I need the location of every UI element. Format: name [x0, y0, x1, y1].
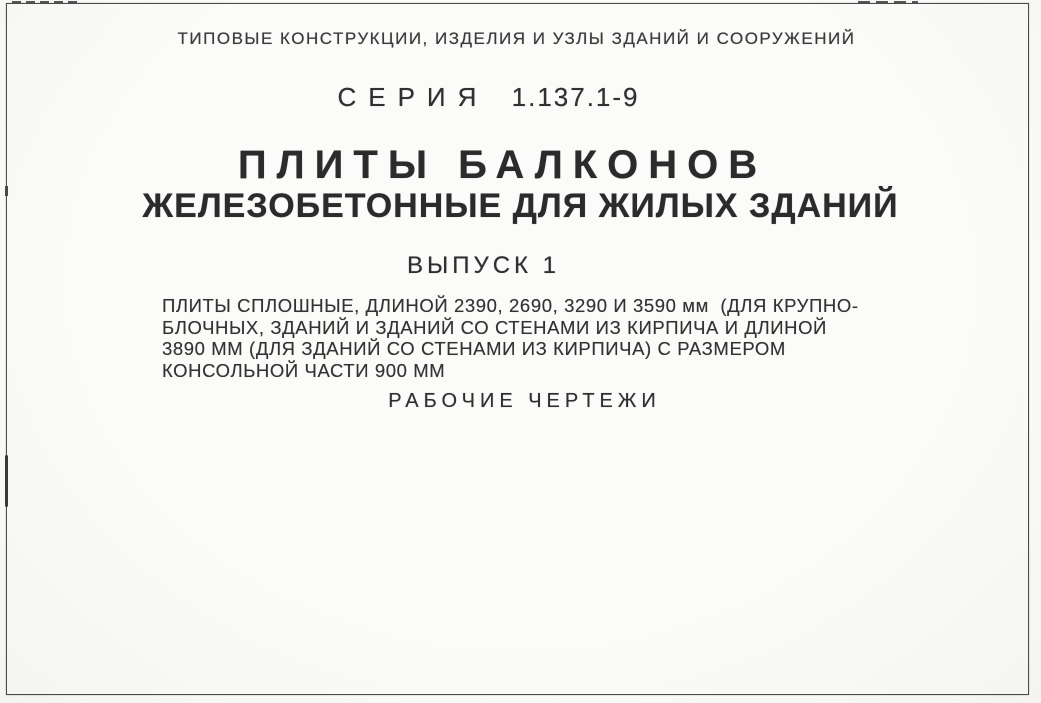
series-label: СЕРИЯ — [337, 82, 489, 112]
title-line-2: ЖЕЛЕЗОБЕТОННЫЕ ДЛЯ ЖИЛЫХ ЗДАНИЙ — [142, 187, 899, 225]
title-line-1: ПЛИТЫ БАЛКОНОВ — [237, 143, 768, 187]
document-type-label: РАБОЧИЕ ЧЕРТЕЖИ — [388, 390, 661, 412]
scan-artifact-left-ink — [5, 455, 8, 507]
series-number: 1.137.1-9 — [511, 82, 640, 112]
series-line — [0, 84, 1009, 110]
description-paragraph — [162, 295, 902, 382]
description-line-4: КОНСОЛЬНОЙ ЧАСТИ 900 ММ — [162, 360, 446, 382]
issue-label: ВЫПУСК 1 — [406, 252, 561, 279]
document-category-header: ТИПОВЫЕ КОНСТРУКЦИИ, ИЗДЕЛИЯ И УЗЛЫ ЗДАНИЙ И СООРУЖЕНИЙ — [177, 29, 856, 48]
scan-artifact-top-dashes-right — [858, 1, 918, 3]
description-line-2: БЛОЧНЫХ, ЗДАНИЙ И ЗДАНИЙ СО СТЕНАМИ ИЗ КИРПИЧА И ДЛИНОЙ — [162, 316, 827, 338]
description-line-1: ПЛИТЫ СПЛОШНЫЕ, ДЛИНОЙ 2390, 2690, 3290 И 3590 мм (ДЛЯ КРУПНО- — [162, 295, 859, 316]
description-line-3: 3890 ММ (ДЛЯ ЗДАНИЙ СО СТЕНАМИ ИЗ КИРПИЧА) С РАЗМЕРОМ — [162, 338, 786, 360]
scan-artifact-top-dashes-left — [12, 1, 82, 3]
